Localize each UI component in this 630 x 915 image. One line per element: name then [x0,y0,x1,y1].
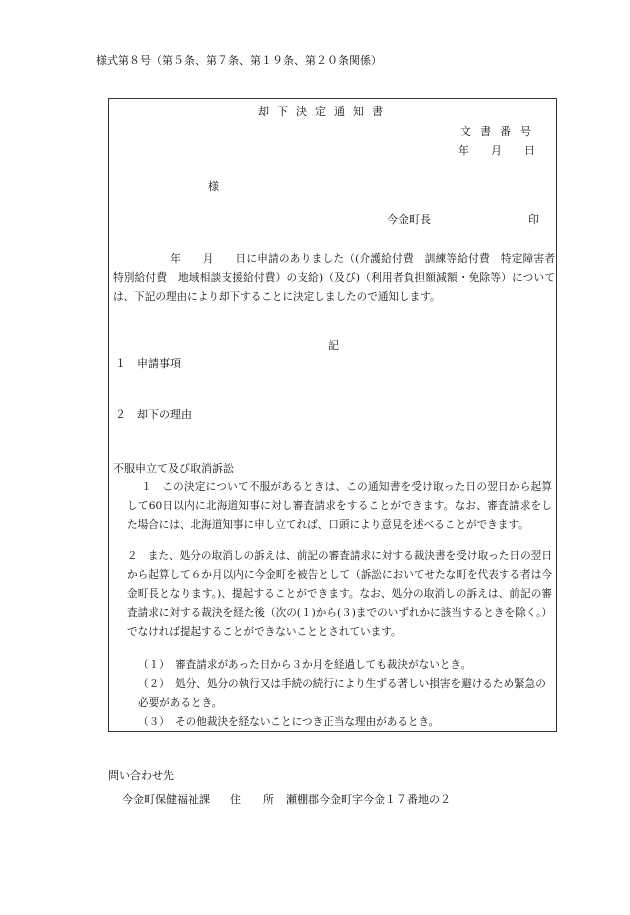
para-text: また、処分の取消しの訴えは、前記の審査請求に対する裁決書を受け取った日の翌日から起算して６か月以内に今金町を被告として（訴訟においてせたな町を代表する者は今金町長となります。)、提起することができます。なお、処分の取消しの訴えは、前記の審査請求に対する裁決を経た後（次の(１)から(３)までのいずれかに該当するときを除く。）でなければ提起することができないこととされています。 [127,550,552,638]
contact-heading: 問い合わせ先 [108,769,174,782]
appeal-sub-item: （３） その他裁決を経ないことにつき正当な理由があるとき。 [138,716,440,728]
sender-name: 今金町長 [387,213,431,226]
item-application [115,358,181,369]
date-label: 年 月 日 [458,144,535,157]
para-number: １ [141,481,153,493]
para-number: ２ [127,550,138,562]
para-text: この決定について不服があるときは、この通知書を受け取った日の翌日から起算して60日以内に北海道知事に対し審査請求をすることができます。なお、審査請求をした場合には、北海道知事に申し立てれば、口頭により意見を述べることができます。 [127,481,553,531]
contact-address: 瀬棚郡今金町字今金１７番地の２ [286,793,451,806]
appeal-sub-item: （２） 処分、処分の執行又は手続の続行により生ずる著しい損害を避けるため緊急の必要があるとき。 [138,678,546,709]
form-header: 様式第８号（第５条、第７条、第１９条、第２０条関係） [96,54,382,67]
notice-body [113,250,555,307]
addressee-suffix: 様 [208,180,219,193]
ki-mark: 記 [328,339,339,352]
contact-address-label: 住 所 [230,793,274,806]
appeal-sub-item: （１） 審査請求があった日から３か月を経過しても裁決がないとき。 [138,659,472,671]
appeal-paragraph-2 [127,547,552,642]
doc-number-label: 文書番号 [460,125,540,138]
item-reason [115,409,192,420]
contact-line [122,794,451,805]
appeal-paragraph-1 [127,478,552,535]
notice-title: 却下決定通知書 [258,105,391,118]
notice-body-text: 年 月 日に申請のありました（(介護給付費 訓練等給付費 特定障害者特別給付費 地域相談支援給付費）の支給)（及び)（利用者負担額減額・免除等）については、下記の理由により却下することに決定しましたので通知します。 [113,253,555,303]
contact-department: 今金町保健福祉課 [122,793,210,806]
item-label: 申請事項 [137,357,181,370]
item-label: 却下の理由 [137,408,192,421]
item-number: ２ [115,408,126,421]
item-number: １ [115,357,126,370]
appeal-heading: 不服申立て及び取消訴訟 [113,462,234,475]
seal-mark: 印 [528,213,539,226]
